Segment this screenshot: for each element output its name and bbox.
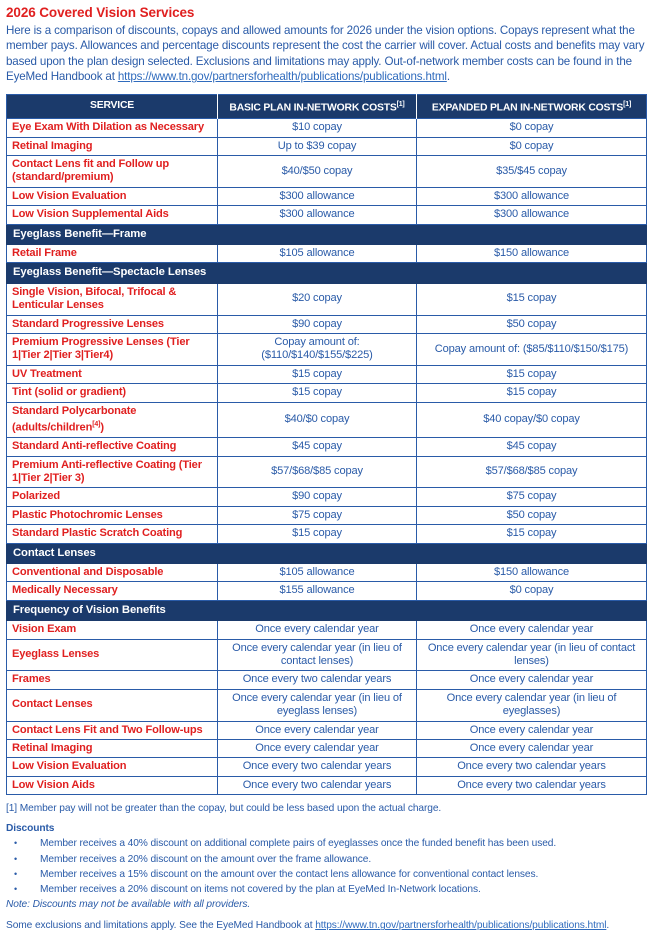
service-name-cell: Premium Progressive Lenses (Tier 1|Tier 2|Tier 3|Tier4) [7,333,218,365]
basic-plan-cell: $15 copay [218,365,417,383]
basic-plan-cell: $300 allowance [218,187,417,205]
expanded-plan-cell: Once every calendar year (in lieu of eyeglasses) [417,689,647,721]
basic-plan-cell: Once every two calendar years [218,776,417,794]
table-row [7,206,647,224]
bullet-icon: • [14,883,18,894]
basic-plan-cell: Once every calendar year [218,621,417,639]
column-header-expanded [417,94,647,118]
expanded-plan-cell: $75 copay [417,488,647,506]
expanded-plan-cell: $15 copay [417,525,647,543]
expanded-plan-cell: $0 copay [417,137,647,155]
table-section-row [7,224,647,244]
service-name-cell: Standard Progressive Lenses [7,315,218,333]
expanded-plan-cell: Once every calendar year [417,721,647,739]
basic-plan-cell: Once every calendar year (in lieu of eyeglass lenses) [218,689,417,721]
table-row [7,244,647,262]
table-row [7,155,647,187]
basic-plan-cell: $20 copay [218,283,417,315]
expanded-plan-cell: Once every calendar year [417,740,647,758]
intro-text-end: . [446,70,450,84]
closing-paragraph [6,919,646,933]
discount-bullet [6,853,646,867]
expanded-plan-cell: $50 copay [417,315,647,333]
table-section-row [7,543,647,563]
section-label: Eyeglass Benefit—Spectacle Lenses [7,263,647,283]
service-name-cell: Low Vision Evaluation [7,187,218,205]
eyemed-handbook-link[interactable]: https://www.tn.gov/partnersforhealth/publications/publications.html [117,70,447,84]
column-header-service [7,94,218,118]
expanded-plan-cell: Once every calendar year [417,621,647,639]
service-name-cell: Retinal Imaging [7,740,218,758]
service-name-cell: Polarized [7,488,218,506]
basic-plan-cell: $90 copay [218,315,417,333]
discount-bullet-text: Member receives a 40% discount on additional complete pairs of eyeglasses once the funded benefit has been used. [40,838,557,850]
service-name-cell: Standard Polycarbonate (adults/children[4]) [7,402,218,438]
footnote-1: [1] Member pay will not be greater than the copay, but could be less based upon the actual charge. [6,803,442,815]
discount-bullet [6,868,646,882]
discount-bullet-text: Member receives a 20% discount on items not covered by the plan at EyeMed In-Network locations. [40,883,481,895]
service-name-cell: UV Treatment [7,365,218,383]
service-name-cell: Low Vision Evaluation [7,758,218,776]
basic-plan-cell: $155 allowance [218,582,417,600]
basic-plan-cell: $15 copay [218,384,417,402]
expanded-plan-cell: $50 copay [417,506,647,524]
basic-plan-cell: $40/$50 copay [218,155,417,187]
discount-bullet-text: Member receives a 15% discount on the amount over the contact lens allowance for conventional contact lenses. [40,868,539,880]
column-header-service-label: SERVICE [89,100,135,112]
table-row [7,671,647,689]
expanded-plan-cell: $150 allowance [417,244,647,262]
basic-plan-cell: Once every calendar year (in lieu of contact lenses) [218,639,417,671]
expanded-plan-cell: $40 copay/$0 copay [417,402,647,438]
basic-plan-cell: Once every calendar year [218,721,417,739]
discount-list [6,837,646,896]
expanded-plan-cell: Once every calendar year [417,671,647,689]
table-row [7,187,647,205]
basic-plan-cell: $105 allowance [218,563,417,581]
section-label: Eyeglass Benefit—Frame [7,224,647,244]
expanded-plan-cell: $15 copay [417,283,647,315]
expanded-plan-cell: Copay amount of: ($85/$110/$150/$175) [417,333,647,365]
basic-plan-cell: $10 copay [218,119,417,137]
footnote-marker-basic: [1] [396,100,405,108]
closing-text: Some exclusions and limitations apply. See the EyeMed Handbook at [6,920,316,932]
expanded-plan-cell: Once every two calendar years [417,758,647,776]
expanded-plan-cell: $0 copay [417,119,647,137]
basic-plan-cell: Copay amount of: ($110/$140/$155/$225) [218,333,417,365]
column-header-expanded-label: EXPANDED PLAN IN-NETWORK COSTS [431,102,624,114]
table-row [7,438,647,456]
expanded-plan-cell: $300 allowance [417,206,647,224]
table-head [7,94,647,118]
expanded-plan-cell: $300 allowance [417,187,647,205]
service-name-cell: Premium Anti-reflective Coating (Tier 1|Tier 2|Tier 3) [7,456,218,488]
table-row [7,456,647,488]
service-name-cell: Eye Exam With Dilation as Necessary [7,119,218,137]
table-row [7,119,647,137]
table-row [7,365,647,383]
basic-plan-cell: $300 allowance [218,206,417,224]
service-name-cell: Plastic Photochromic Lenses [7,506,218,524]
bullet-icon: • [14,853,18,864]
table-row [7,563,647,581]
expanded-plan-cell: $0 copay [417,582,647,600]
table-row [7,721,647,739]
table-row [7,776,647,794]
expanded-plan-cell: $35/$45 copay [417,155,647,187]
table-header-row [7,94,647,118]
intro-paragraph [6,23,646,85]
basic-plan-cell: Up to $39 copay [218,137,417,155]
service-name-cell: Frames [7,671,218,689]
table-body [7,119,647,795]
basic-plan-cell: $105 allowance [218,244,417,262]
column-header-basic-label: BASIC PLAN IN-NETWORK COSTS [229,102,397,114]
footnote-marker-children: [4] [92,421,101,428]
bullet-icon: • [14,838,18,849]
eyemed-handbook-link-footer[interactable]: https://www.tn.gov/partnersforhealth/publications/publications.html [315,920,607,932]
covered-vision-services-table [6,94,647,796]
basic-plan-cell: $15 copay [218,525,417,543]
service-name-cell: Contact Lenses [7,689,218,721]
table-row [7,137,647,155]
service-name-cell: Vision Exam [7,621,218,639]
section-label: Frequency of Vision Benefits [7,600,647,620]
service-name-cell: Retail Frame [7,244,218,262]
column-header-basic [218,94,417,118]
table-section-row [7,263,647,283]
service-name-cell: Tint (solid or gradient) [7,384,218,402]
table-section-row [7,600,647,620]
table-row [7,506,647,524]
table-row [7,283,647,315]
expanded-plan-cell: Once every two calendar years [417,776,647,794]
service-name-cell: Low Vision Aids [7,776,218,794]
section-label: Contact Lenses [7,543,647,563]
basic-plan-cell: $90 copay [218,488,417,506]
expanded-plan-cell: $57/$68/$85 copay [417,456,647,488]
discount-bullet [6,837,646,851]
basic-plan-cell: $57/$68/$85 copay [218,456,417,488]
footnote-marker-expanded: [1] [623,100,632,108]
service-name-cell: Contact Lens Fit and Two Follow-ups [7,721,218,739]
table-row [7,384,647,402]
basic-plan-cell: Once every two calendar years [218,758,417,776]
service-name-cell: Eyeglass Lenses [7,639,218,671]
basic-plan-cell: Once every two calendar years [218,671,417,689]
table-row [7,621,647,639]
basic-plan-cell: $40/$0 copay [218,402,417,438]
expanded-plan-cell: $15 copay [417,384,647,402]
expanded-plan-cell: $45 copay [417,438,647,456]
service-name-cell: Single Vision, Bifocal, Trifocal & Lenticular Lenses [7,283,218,315]
expanded-plan-cell: $15 copay [417,365,647,383]
basic-plan-cell: $75 copay [218,506,417,524]
service-name-cell: Low Vision Supplemental Aids [7,206,218,224]
page-title: 2026 Covered Vision Services [6,5,195,20]
table-row [7,488,647,506]
service-name-cell: Conventional and Disposable [7,563,218,581]
table-row [7,315,647,333]
intro-text: Here is a comparison of discounts, copays and allowed amounts for 2026 under the vision options. Copays represent what the member pays. Allowances and percentage discounts represent the cost the carrier will cover. Actual costs and benefits may vary based upon the plan design selected. Exclusions and limitations may apply. Out-of-network member costs can be found in the EyeMed Handbook at [6,24,645,84]
basic-plan-cell: $45 copay [218,438,417,456]
footnotes-section [6,802,646,933]
closing-text-end: . [606,920,610,932]
table-row [7,639,647,671]
expanded-plan-cell: $150 allowance [417,563,647,581]
service-name-cell: Standard Plastic Scratch Coating [7,525,218,543]
table-row [7,333,647,365]
expanded-plan-cell: Once every calendar year (in lieu of contact lenses) [417,639,647,671]
bullet-icon: • [14,868,18,879]
basic-plan-cell: Once every calendar year [218,740,417,758]
discounts-note: Note: Discounts may not be available with all providers. [6,898,251,910]
table-row [7,689,647,721]
table-row [7,758,647,776]
service-name-cell: Contact Lens fit and Follow up (standard/premium) [7,155,218,187]
table-row [7,525,647,543]
table-row [7,740,647,758]
service-name-cell: Standard Anti-reflective Coating [7,438,218,456]
service-name-cell: Retinal Imaging [7,137,218,155]
table-row [7,582,647,600]
discounts-heading: Discounts [6,822,55,834]
service-name-cell: Medically Necessary [7,582,218,600]
table-row [7,402,647,438]
discount-bullet [6,883,646,897]
discount-bullet-text: Member receives a 20% discount on the amount over the frame allowance. [40,853,372,865]
